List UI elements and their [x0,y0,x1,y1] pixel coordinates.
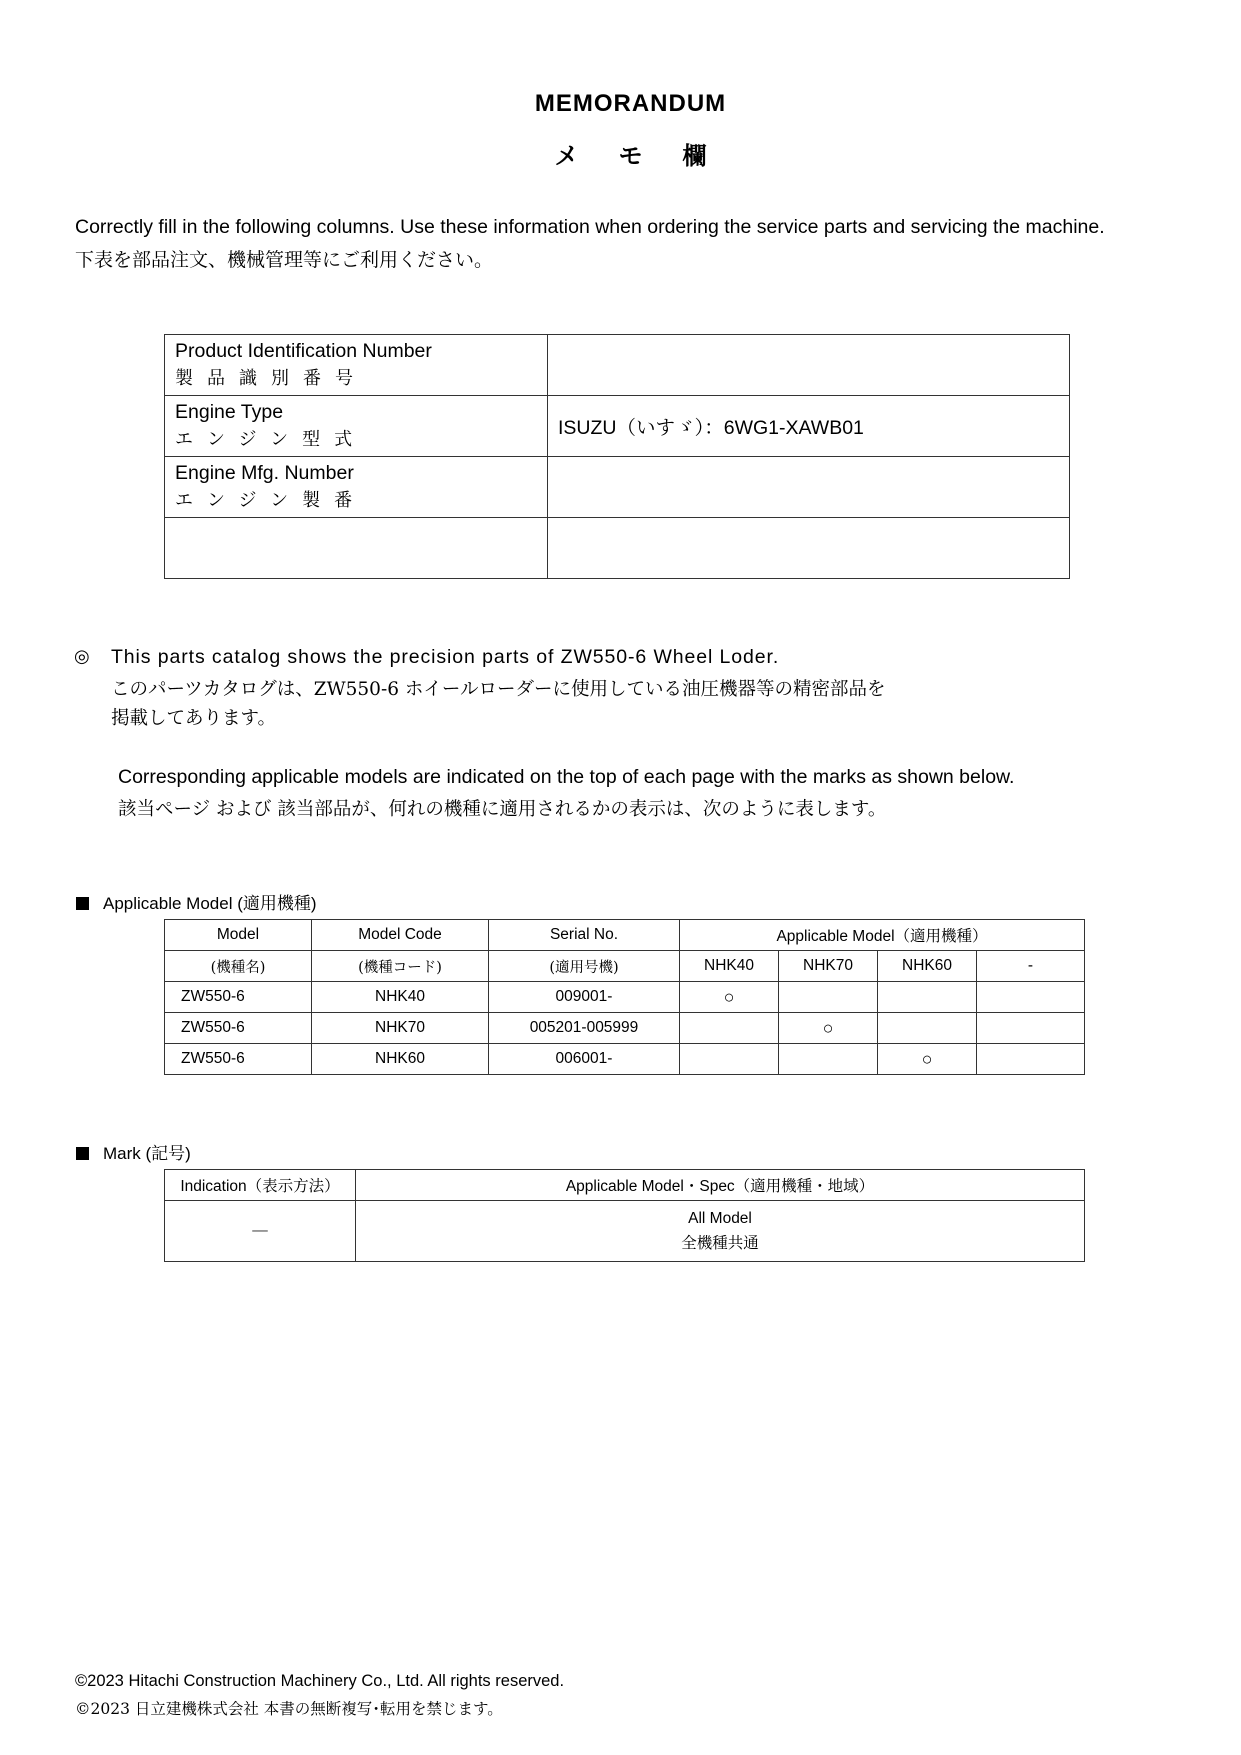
square-icon [76,1147,89,1160]
label-ja: エンジン型式 [175,429,367,450]
square-icon [76,897,89,910]
product-id-field[interactable] [548,335,1070,396]
cell-code: NHK40 [312,982,489,1013]
cell-mark [779,982,878,1013]
label-ja: エンジン製番 [175,490,367,511]
header-spec: Applicable Model・Spec（適用機種・地域） [356,1170,1085,1201]
notice-line-1: This parts catalog shows the precision parts of ZW550-6 Wheel Loder. [111,646,780,668]
table-header-row [165,951,1085,982]
table-header-row [165,920,1085,951]
table-row [165,518,1070,579]
cell-code: NHK60 [312,1044,489,1075]
header-code: Model Code [312,920,489,951]
cell-mark [878,982,977,1013]
circle-mark-icon: ○ [680,982,779,1013]
table-row [165,1044,1085,1075]
footer-copyright-en: ©2023 Hitachi Construction Machinery Co., Ltd. All rights reserved. [75,1672,565,1690]
cell-mark [878,1013,977,1044]
table-row [165,335,1070,396]
page-title: MEMORANDUM [534,90,727,117]
engine-mfg-field[interactable] [548,457,1070,518]
memo-label [165,396,548,457]
intro-ja: 下表を部品注文、機械管理等にご利用ください。 [75,249,494,271]
cell-indication: ― [165,1201,356,1262]
header-col-nhk60: NHK60 [878,951,977,982]
memo-label [165,518,548,579]
label-en: Engine Mfg. Number [175,462,354,484]
header-code-ja: (機種コード) [312,951,489,982]
header-col-dash: - [977,951,1085,982]
table-row [165,396,1070,457]
cell-mark [779,1044,878,1075]
circle-mark-icon: ○ [779,1013,878,1044]
engine-type-field[interactable]: ISUZU（いすゞ）：6WG1-XAWB01 [548,396,1070,457]
label-en: Product Identification Number [175,340,432,362]
label-ja: 製品識別番号 [175,368,367,389]
memo-label [165,457,548,518]
header-col-nhk70: NHK70 [779,951,878,982]
blank-field[interactable] [548,518,1070,579]
footer-copyright-ja: ©2023 日立建機株式会社 本書の無断複写･転用を禁じます。 [75,1700,503,1718]
cell-serial: 009001- [489,982,680,1013]
header-serial: Serial No. [489,920,680,951]
cell-serial: 005201-005999 [489,1013,680,1044]
label-en: Engine Type [175,401,284,423]
mark-heading [76,1139,191,1164]
memo-label [165,335,548,396]
mark-heading-text: Mark (記号) [103,1144,191,1163]
memo-table [164,334,1070,579]
intro-en: Correctly fill in the following columns. Use these information when ordering the service parts and servicing the machine. [75,216,1105,238]
header-model: Model [165,920,312,951]
cell-spec [356,1201,1085,1262]
header-model-ja: (機種名) [165,951,312,982]
circle-mark-icon: ○ [878,1044,977,1075]
cell-code: NHK70 [312,1013,489,1044]
applicable-heading [76,889,317,914]
cell-mark [680,1013,779,1044]
header-applicable: Applicable Model（適用機種） [680,920,1085,951]
cell-mark [680,1044,779,1075]
applicable-heading-text: Applicable Model (適用機種) [103,894,317,913]
cell-mark [977,1013,1085,1044]
table-header-row [165,1170,1085,1201]
cell-model: ZW550-6 [165,1044,312,1075]
cell-model: ZW550-6 [165,982,312,1013]
applicable-model-table [164,919,1085,1075]
cell-mark [977,1044,1085,1075]
bullet-icon: ◎ [74,646,90,667]
spec-ja: 全機種共通 [681,1234,759,1252]
table-row [165,1013,1085,1044]
spec-en: All Model [688,1210,752,1227]
mark-table [164,1169,1085,1262]
table-row [165,982,1085,1013]
notice-line-4: Corresponding applicable models are indicated on the top of each page with the marks as shown below. [118,766,1015,788]
table-row [165,1201,1085,1262]
cell-mark [977,982,1085,1013]
cell-model: ZW550-6 [165,1013,312,1044]
table-row [165,457,1070,518]
page-title-ja: メモ欄 [554,141,747,170]
header-indication: Indication（表示方法） [165,1170,356,1201]
notice-line-2: このパーツカタログは、ZW550-6 ホイールローダーに使用している油圧機器等の精密部品を [111,679,886,700]
header-col-nhk40: NHK40 [680,951,779,982]
notice-line-5: 該当ページ および 該当部品が、何れの機種に適用されるかの表示は、次のように表します。 [118,799,887,820]
header-serial-ja: (適用号機) [489,951,680,982]
cell-serial: 006001- [489,1044,680,1075]
notice-line-3: 掲載してあります。 [111,708,277,729]
